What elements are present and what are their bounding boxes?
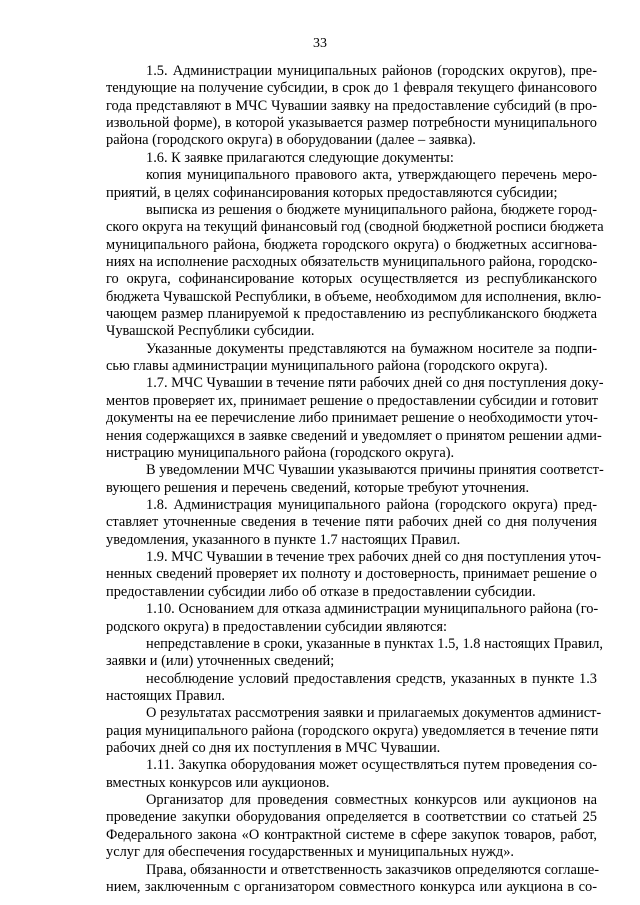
text-line: В уведомлении МЧС Чувашии указываются причины принятия соответст- bbox=[146, 462, 604, 479]
text-line: ненных сведений проверяет их полноту и достоверность, принимает решение о bbox=[106, 566, 597, 583]
text-line: извольной форме), в которой указывается размер потребности муниципального bbox=[106, 115, 597, 132]
text-line: нистрацию муниципального района (городского округа). bbox=[106, 444, 455, 461]
text-line: Чувашской Республики субсидии. bbox=[106, 323, 315, 340]
text-line: Организатор для проведения совместных конкурсов или аукционов на bbox=[146, 792, 597, 809]
text-line: родского округа) в предоставлении субсидии являются: bbox=[106, 618, 448, 635]
text-line: настоящих Правил. bbox=[106, 687, 225, 704]
text-line: ставляет уточненные сведения в течение пяти рабочих дней со дня получения bbox=[106, 514, 597, 531]
text-line: копия муниципального правового акта, утверждающего перечень меро- bbox=[146, 167, 597, 184]
text-line: сью главы администрации муниципального района (городского округа). bbox=[106, 358, 548, 375]
text-line: вующего решения и перечень сведений, которые требуют уточнения. bbox=[106, 479, 530, 496]
text-line: го округа, софинансирование которых осуществляется из республиканского bbox=[106, 271, 597, 288]
text-line: О результатах рассмотрения заявки и прилагаемых документов админист- bbox=[146, 705, 602, 722]
text-line: непредставление в сроки, указанные в пунктах 1.5, 1.8 настоящих Правил, bbox=[146, 635, 603, 652]
text-line: заявки и (или) уточненных сведений; bbox=[106, 653, 335, 670]
text-line: рабочих дней со дня их поступления в МЧС Чувашии. bbox=[106, 740, 441, 757]
text-line: приятий, в целях софинансирования которых предоставляются субсидии; bbox=[106, 184, 558, 201]
text-line: 1.6. К заявке прилагаются следующие документы: bbox=[146, 149, 454, 166]
text-line: уведомления, указанного в пункте 1.7 настоящих Правил. bbox=[106, 531, 461, 548]
text-line: несоблюдение условий предоставления средств, указанных в пункте 1.3 bbox=[146, 670, 597, 687]
text-line: Права, обязанности и ответственность заказчиков определяются соглаше- bbox=[146, 861, 600, 878]
text-line: бюджета Чувашской Республики, в объеме, необходимом для исполнения, вклю- bbox=[106, 288, 602, 305]
text-line: муниципального района, бюджета городского округа) о бюджетных ассигнова- bbox=[106, 236, 597, 253]
text-line: 1.5. Администрации муниципальных районов (городских округов), пре- bbox=[146, 63, 597, 79]
text-line: 1.9. МЧС Чувашии в течение трех рабочих дней со дня поступления уточ- bbox=[146, 549, 602, 566]
text-line: нием, заключенным с организатором совместного конкурса или аукциона в со- bbox=[106, 878, 597, 895]
text-line: ниях на исполнение расходных обязательств муниципального района, городско- bbox=[106, 253, 598, 270]
text-line: вместных конкурсов или аукционов. bbox=[106, 774, 330, 791]
text-line: 1.7. МЧС Чувашии в течение пяти рабочих дней со дня поступления доку- bbox=[146, 375, 604, 392]
text-line: предоставлении субсидии либо об отказе в предоставлении субсидии. bbox=[106, 583, 536, 600]
text-line: 1.8. Администрация муниципального района (городского округа) пред- bbox=[146, 496, 597, 513]
text-line: ментов проверяет их, принимает решение о предоставлении субсидии и готовит bbox=[106, 392, 599, 409]
text-line: тендующие на получение субсидии, в срок до 1 февраля текущего финансового bbox=[106, 80, 597, 97]
text-line: 1.10. Основанием для отказа администрации муниципального района (го- bbox=[146, 601, 599, 618]
document-body bbox=[106, 63, 604, 896]
text-line: проведение закупки оборудования определяется в соответствии со статьей 25 bbox=[106, 809, 597, 826]
text-line: рация муниципального района (городского округа) уведомляется в течение пяти bbox=[106, 722, 599, 739]
text-line: документы на ее перечисление либо принимает решение о необходимости уточ- bbox=[106, 410, 598, 427]
text-line: чающем размер планируемой к предоставлению из республиканского бюджета bbox=[106, 306, 597, 323]
text-line: района (городского округа) в оборудовании (далее – заявка). bbox=[106, 132, 476, 149]
text-line: нения содержащихся в заявке сведений и уведомляет о принятом решении адми- bbox=[106, 427, 602, 444]
text-line: ского округа на текущий финансовый год (сводной бюджетной росписи бюджета bbox=[106, 219, 604, 236]
text-line: Федерального закона «О контрактной системе в сфере закупок товаров, работ, bbox=[106, 826, 597, 843]
text-line: услуг для обеспечения государственных и муниципальных нужд». bbox=[106, 844, 515, 861]
text-line: года представляют в МЧС Чувашии заявку на предоставление субсидий (в про- bbox=[106, 97, 597, 114]
text-line: выписка из решения о бюджете муниципального района, бюджете город- bbox=[146, 201, 597, 218]
page-number: 33 bbox=[313, 36, 327, 51]
text-line: Указанные документы представляются на бумажном носителе за подпи- bbox=[146, 340, 597, 357]
text-line: 1.11. Закупка оборудования может осуществляться путем проведения со- bbox=[146, 757, 597, 774]
